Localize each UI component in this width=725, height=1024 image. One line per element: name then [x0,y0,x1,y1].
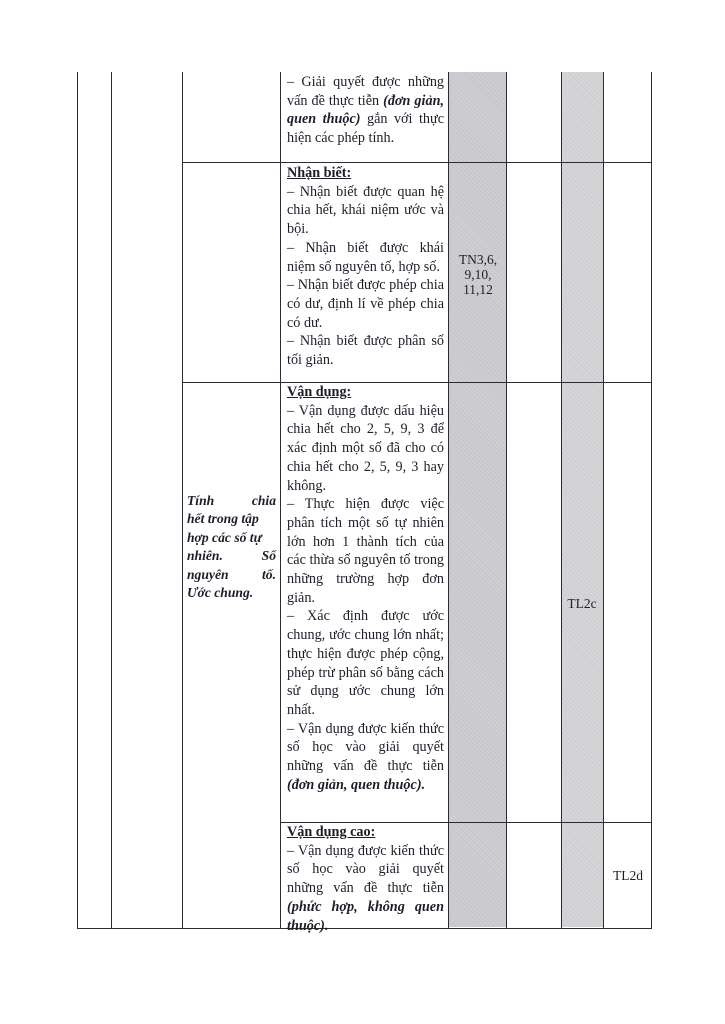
grid-line [448,72,449,928]
shaded-column-application [561,72,603,927]
content-cell-apply-operations [287,73,444,148]
cell-heading: Nhận biết: [287,165,352,181]
code-line: 11,12 [463,282,493,297]
code-line: TN3,6, [458,252,498,267]
topic-line: hợp các số tự [187,529,262,545]
grid-line [651,72,652,928]
grid-line [182,72,183,928]
paragraph-text: gắn với thực hiện các phép tính. [287,111,444,147]
content-cell-advanced-application [287,823,444,935]
grid-line [111,72,112,928]
paragraph-text: – Vận dụng được kiến thức số học vào giải quyết những vấn đề thực tiễn [287,720,444,775]
topic-line: hết trong tập [187,511,259,527]
grid-line [77,72,78,928]
paragraph-text: – Vận dụng được kiến thức số học vào giải quyết những vấn đề thực tiễn [287,842,444,897]
paragraph: – Nhận biết được quan hệ chia hết, khái niệm ước và bội. [287,183,444,238]
paragraph: – Nhận biết được phân số tối giản. [287,333,444,369]
grid-line [603,72,604,928]
paragraph: – Vận dụng được dấu hiệu chia hết cho 2, 5, 9, 3 để xác định một số đã cho có chia hết cho 2, 5, 9, 3 hay không. [287,402,444,494]
paragraph [287,842,444,936]
grid-line [506,72,507,928]
grid-line [280,72,281,928]
cell-heading: Vận dụng: [287,384,352,400]
paragraph [287,73,444,148]
paragraph: – Nhận biết được khái niệm số nguyên tố, hợp số. [287,239,444,275]
content-cell-recognition [287,164,444,370]
topic-cell [187,492,276,602]
code-tl2d: TL2d [613,868,643,883]
topic-line: nguyên tố. [187,566,276,582]
cell-heading: Vận dụng cao: [287,824,376,840]
paragraph [287,720,444,795]
paragraph: – Thực hiện được việc phân tích một số tự nhiên lớn hơn 1 thành tích của các thừa số nguyên tố trong những trường hợp đơn giản. [287,496,445,606]
shaded-column-recognition [448,72,506,927]
emphasis-text: (đơn giản, quen thuộc) [287,92,445,128]
code-line: 9,10, [464,267,492,282]
topic-line: Tính chia [187,493,276,508]
paragraph-text: – Giải quyết được những vấn đề thực tiễn [287,74,444,109]
emphasis-text: (phức hợp, không quen thuộc). [287,898,444,934]
code-tn [450,252,506,297]
topic-line: nhiên. Số [187,548,276,564]
paragraph: – Xác định được ước chung, ước chung lớn nhất; thực hiện được phép cộng, phép trừ phân số bằng cách sử dụng ước chung lớn nhất. [287,608,444,718]
content-cell-application [287,383,444,794]
row-divider [182,162,652,163]
topic-line: Ước chung. [187,585,254,601]
grid-line [561,72,562,928]
emphasis-text: (đơn giản, quen thuộc). [287,776,426,793]
code-tl2c: TL2c [567,596,597,611]
paragraph: – Nhận biết được phép chia có dư, định lí về phép chia có dư. [287,277,444,331]
